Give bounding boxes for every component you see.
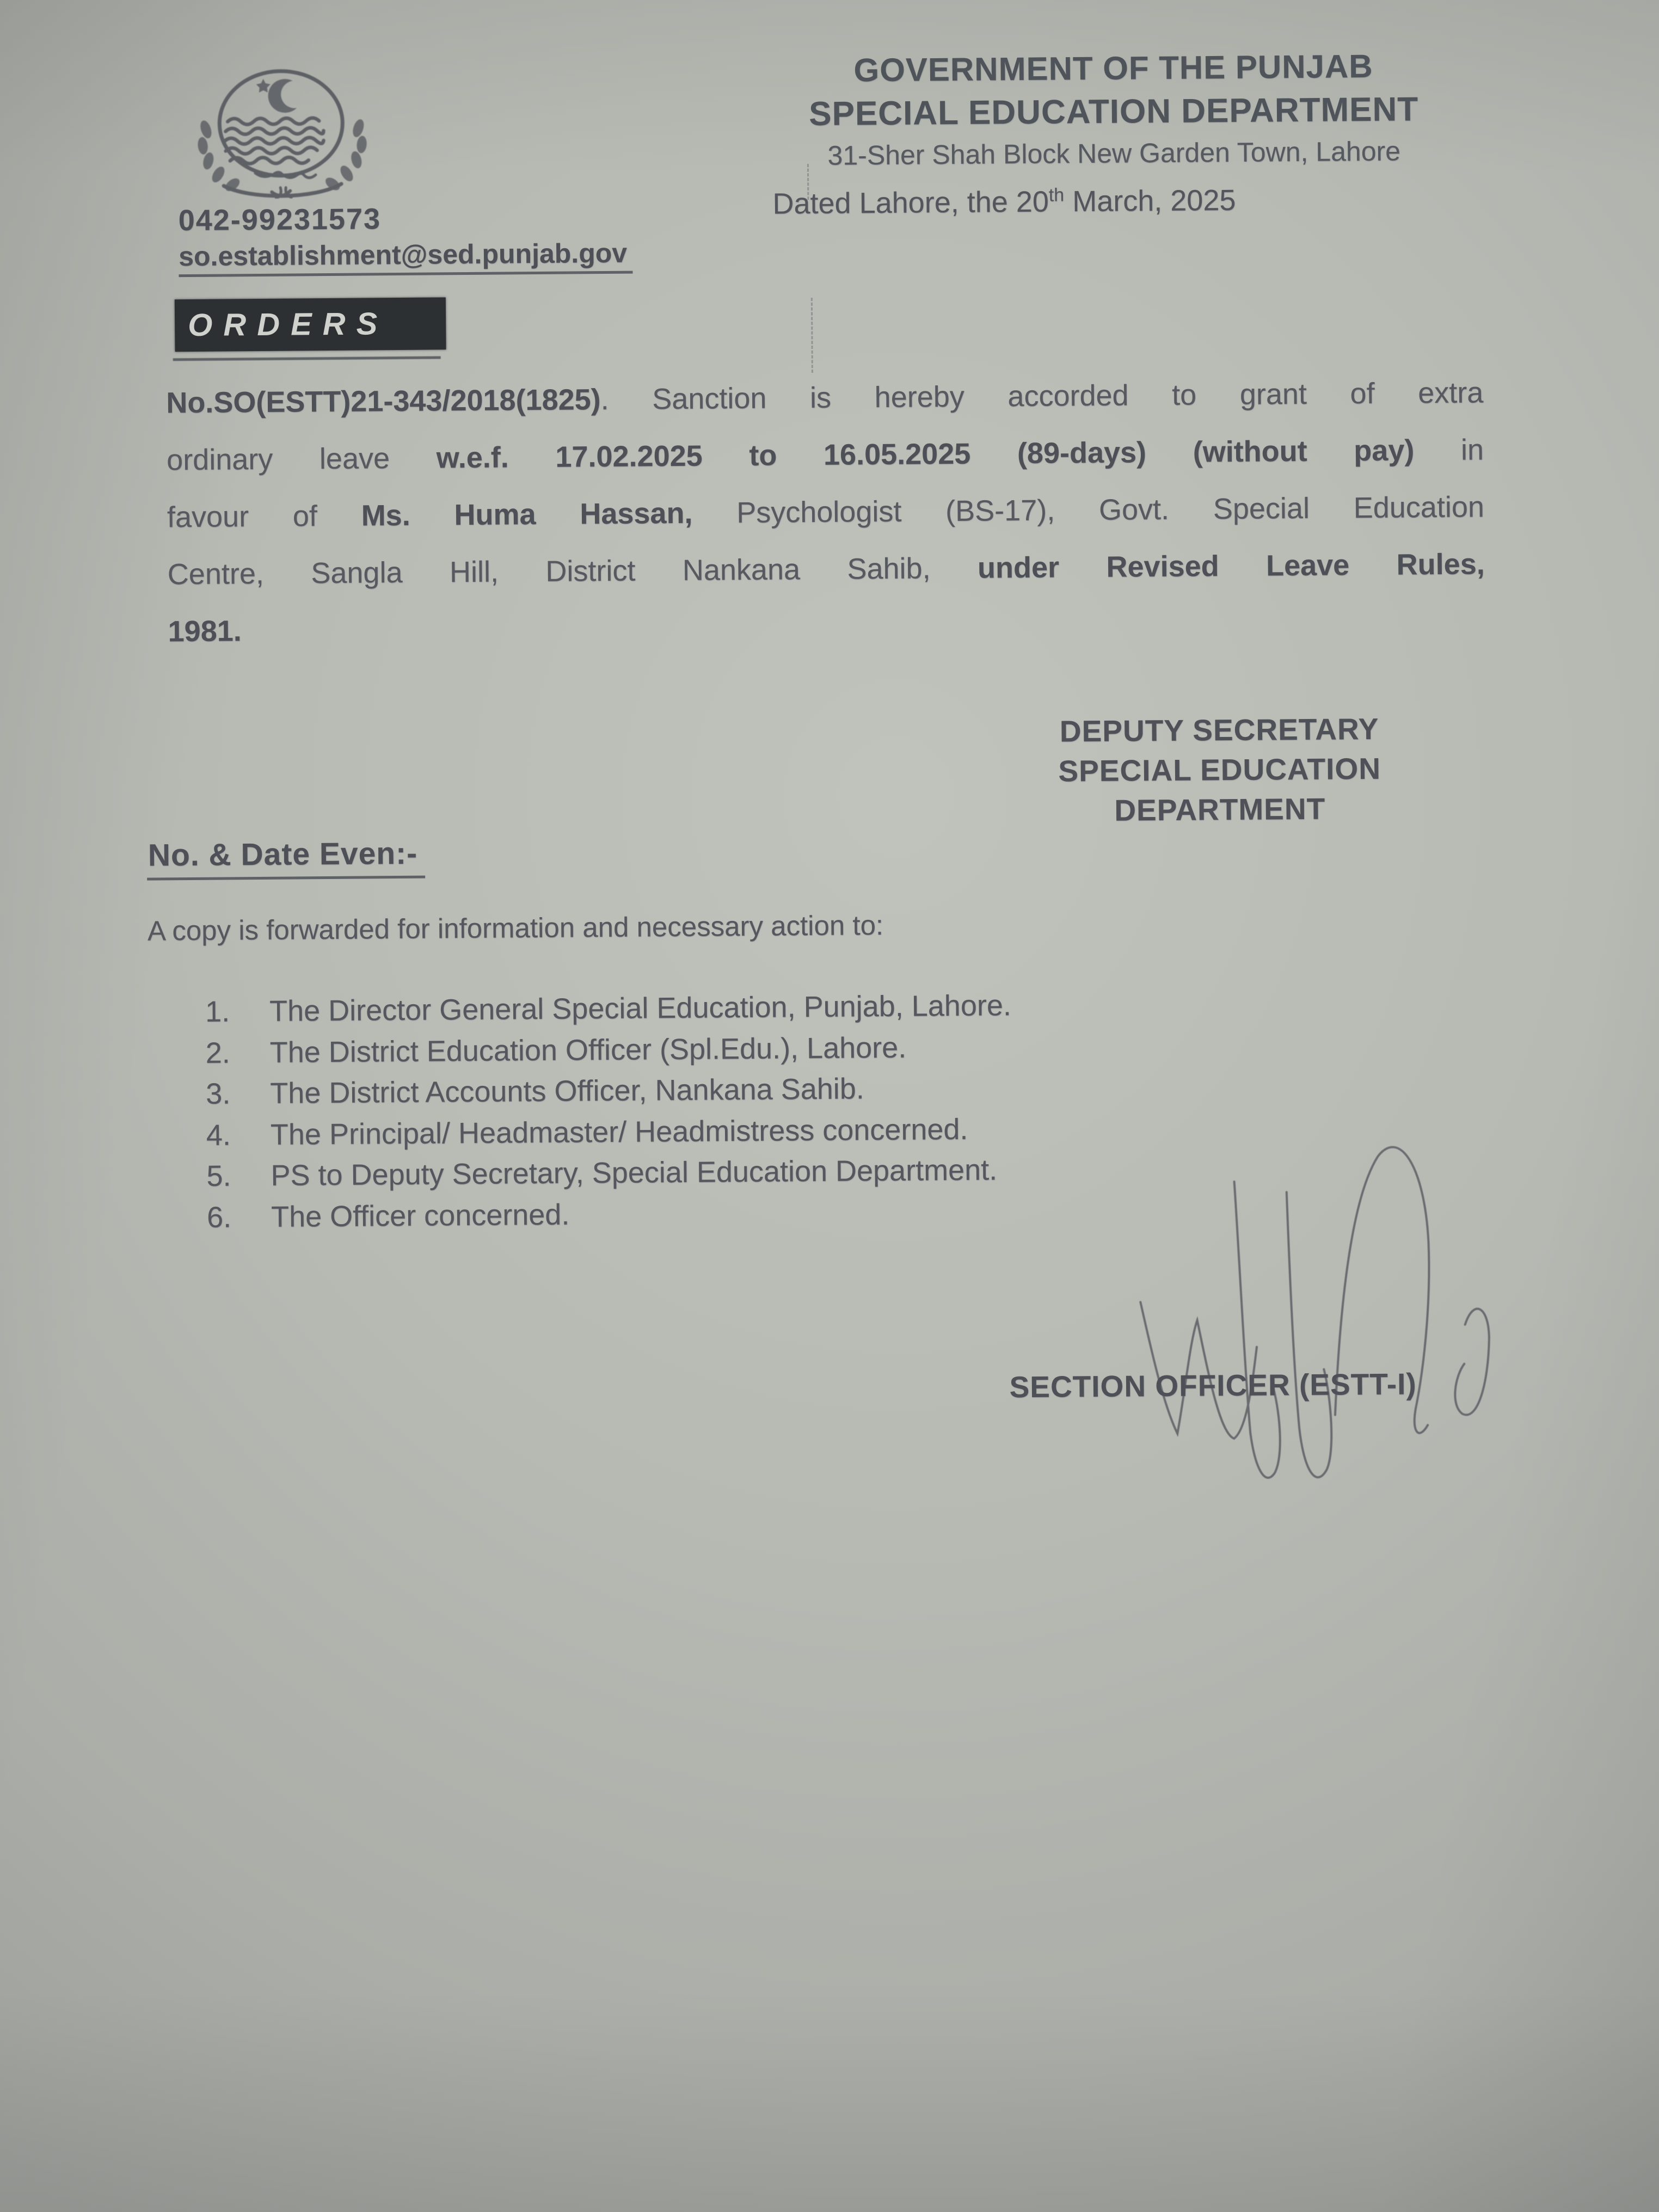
paragraph-segment: Psychologist (BS-17), Govt. Special Education [692, 490, 1485, 530]
order-paragraph-line [167, 478, 1485, 546]
paragraph-segment: No.SO(ESTT)21-343/2018(1825) [166, 383, 601, 420]
list-item-number: 4. [206, 1118, 231, 1152]
punjab-crest-logo [189, 62, 375, 199]
scan-artifact-dashes [807, 164, 809, 200]
list-item [206, 1109, 1012, 1156]
order-paragraph-line [167, 536, 1485, 603]
list-item-text: The District Accounts Officer, Nankana Sahib. [270, 1072, 865, 1110]
section-officer-title: SECTION OFFICER (ESTT-I) [1009, 1367, 1417, 1404]
date-line [772, 183, 1236, 221]
paragraph-segment: . Sanction is hereby accorded to grant of extra [600, 376, 1484, 416]
no-date-even-heading: No. & Date Even:- [147, 835, 426, 881]
list-item-text: The District Education Officer (Spl.Edu.), Lahore. [269, 1031, 907, 1069]
deputy-secretary-block [972, 709, 1468, 832]
department-title: SPECIAL EDUCATION DEPARTMENT [808, 90, 1419, 133]
list-item-text: PS to Deputy Secretary, Special Education Department. [271, 1153, 998, 1192]
list-item [206, 1150, 1012, 1197]
paragraph-segment: favour of [167, 499, 361, 534]
forwarding-line: A copy is forwarded for information and necessary action to: [147, 910, 884, 947]
list-item-text: The Principal/ Headmaster/ Headmistress concerned. [270, 1113, 968, 1151]
signatory-line: DEPARTMENT [1114, 791, 1326, 827]
list-item [207, 1191, 1013, 1238]
orders-heading: ORDERS [175, 297, 446, 352]
list-item-number: 6. [206, 1200, 232, 1234]
list-item [205, 1027, 1011, 1074]
date-day: 20 [1016, 185, 1049, 219]
paragraph-segment: Centre, Sangla Hill, District Nankana Sahib, [167, 551, 978, 591]
signature-scribble [1089, 1122, 1528, 1539]
date-suffix: March, 2025 [1064, 183, 1236, 218]
order-paragraph-line [167, 421, 1484, 489]
paragraph-segment: in [1414, 433, 1484, 467]
signatory-line: DEPUTY SECRETARY [1059, 711, 1379, 748]
letterhead-header [759, 47, 1468, 172]
email-address: so.establishment@sed.punjab.gov [179, 237, 632, 278]
paragraph-segment: 1981. [168, 615, 242, 648]
orders-heading-underline [173, 356, 441, 361]
paragraph-segment: ordinary leave [166, 441, 437, 477]
distribution-list [205, 985, 1013, 1238]
list-item-text: The Officer concerned. [271, 1198, 570, 1233]
order-paragraph-line [168, 593, 1485, 660]
paragraph-segment: w.e.f. 17.02.2025 to 16.05.2025 (89-days) (without pay) [436, 434, 1415, 475]
signatory-line: SPECIAL EDUCATION [1058, 751, 1381, 788]
list-item-number: 3. [206, 1077, 231, 1110]
government-title: GOVERNMENT OF THE PUNJAB [853, 47, 1373, 89]
list-item-number: 5. [206, 1159, 231, 1193]
paragraph-segment: under Revised Leave Rules, [977, 548, 1485, 585]
address-line: 31-Sher Shah Block New Garden Town, Lahore [827, 136, 1401, 171]
paragraph-segment: Ms. Huma Hassan, [361, 496, 693, 532]
order-paragraph [166, 364, 1485, 660]
list-item-number: 1. [205, 995, 230, 1028]
order-paragraph-line [166, 364, 1484, 432]
list-item-number: 2. [205, 1036, 230, 1070]
date-prefix: Dated Lahore, the [772, 186, 1017, 220]
scan-artifact-dashes [811, 298, 813, 373]
list-item [206, 1067, 1012, 1115]
list-item [205, 985, 1011, 1033]
list-item-text: The Director General Special Education, Punjab, Lahore. [269, 989, 1012, 1028]
phone-number: 042-99231573 [178, 202, 382, 237]
date-ordinal: th [1048, 185, 1065, 206]
